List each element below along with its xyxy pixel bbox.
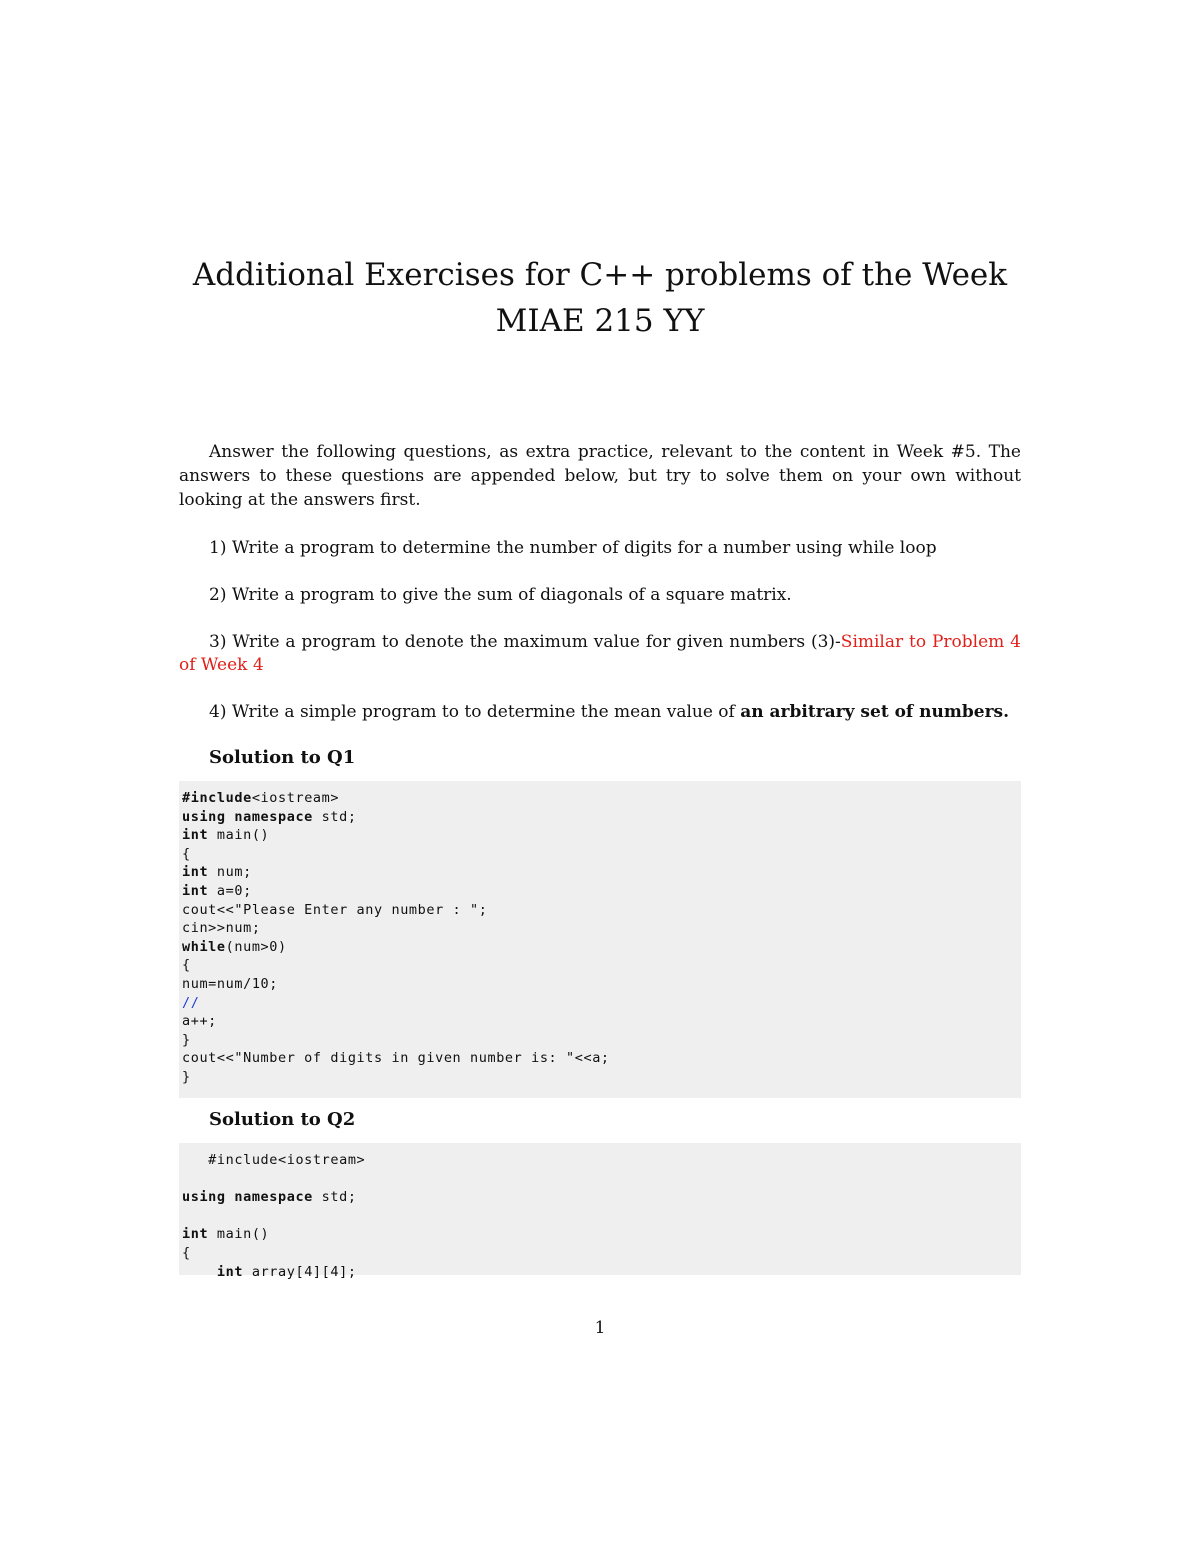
code-keyword: int	[182, 1226, 209, 1243]
code-line	[182, 1188, 1018, 1207]
code-line	[182, 863, 1018, 882]
question-3	[179, 631, 1021, 677]
solution-2-code-block	[179, 1143, 1021, 1280]
code-line	[182, 956, 1018, 975]
code-line	[182, 919, 1018, 938]
code-line	[182, 789, 1018, 808]
code-text: main()	[208, 1226, 270, 1243]
code-text: }	[182, 1068, 191, 1085]
code-line	[182, 1207, 1018, 1226]
code-line	[182, 1031, 1018, 1050]
code-comment: //	[182, 994, 200, 1011]
code-text: <iostream>	[251, 790, 340, 806]
code-line	[182, 808, 1018, 827]
code-line	[182, 1263, 1018, 1282]
code-line	[182, 845, 1018, 864]
document-title	[0, 252, 1200, 344]
code-keyword: int	[182, 864, 209, 881]
code-line	[182, 938, 1018, 957]
code-text: cout<<"Please Enter any number : ";	[182, 901, 488, 918]
question-3-text: 3) Write a program to denote the maximum value for given numbers (3)-	[209, 632, 841, 652]
code-text: main()	[208, 827, 270, 844]
code-line	[182, 1225, 1018, 1244]
code-line	[182, 1068, 1018, 1087]
intro-paragraph: Answer the following questions, as extra practice, relevant to the content in Week #5. The answers to these questions are appended below, but try to solve them on your own without looking at the answers first.	[179, 442, 1021, 510]
title-line-1: Additional Exercises for C++ problems of the Week	[192, 257, 1008, 293]
solution-1-heading: Solution to Q1	[209, 747, 356, 768]
code-indent	[182, 1264, 217, 1280]
code-line	[182, 826, 1018, 845]
question-4-text: 4) Write a simple program to to determine the mean value of	[209, 702, 741, 722]
code-text: #include<iostream>	[182, 1152, 366, 1168]
code-line	[182, 1170, 1018, 1189]
code-keyword: while	[182, 938, 226, 955]
question-4	[179, 701, 1021, 724]
code-line	[182, 1151, 1018, 1170]
code-text: array[4][4];	[243, 1263, 357, 1280]
solution-1-code-block	[179, 781, 1021, 1098]
code-text: std;	[312, 1189, 357, 1206]
question-3-note: Similar to Problem 4 of Week 4	[179, 632, 1022, 675]
code-text: {	[182, 1244, 191, 1261]
code-keyword: using namespace	[182, 1189, 313, 1206]
solution-2-heading: Solution to Q2	[209, 1109, 356, 1130]
code-text: {	[182, 845, 191, 862]
code-line	[182, 882, 1018, 901]
code-keyword: int	[216, 1263, 244, 1280]
code-text: num;	[208, 864, 252, 881]
code-text: a=0;	[208, 882, 252, 899]
page-number: 1	[594, 1318, 606, 1338]
question-4-emphasis: an arbitrary set of numbers.	[740, 702, 1010, 722]
code-keyword: int	[182, 882, 209, 899]
code-keyword: int	[182, 827, 209, 844]
code-text: }	[182, 1031, 191, 1048]
code-keyword: using namespace	[182, 808, 313, 825]
code-line	[182, 994, 1018, 1013]
question-2: 2) Write a program to give the sum of diagonals of a square matrix.	[209, 585, 792, 605]
code-text: {	[182, 957, 191, 974]
code-text: num=num/10;	[182, 975, 279, 992]
code-text: cout<<"Number of digits in given number is: "<<a;	[182, 1050, 610, 1067]
code-text: std;	[312, 808, 357, 825]
code-line	[182, 1049, 1018, 1068]
title-line-2: MIAE 215 YY	[495, 303, 705, 339]
code-line	[182, 901, 1018, 920]
code-keyword: #include	[182, 790, 252, 806]
code-text: a++;	[182, 1013, 217, 1030]
question-1: 1) Write a program to determine the number of digits for a number using while loop	[209, 538, 937, 558]
code-text: (num>0)	[225, 938, 287, 955]
code-line	[182, 1012, 1018, 1031]
code-line	[182, 975, 1018, 994]
code-text: cin>>num;	[182, 920, 261, 937]
code-line	[182, 1244, 1018, 1263]
